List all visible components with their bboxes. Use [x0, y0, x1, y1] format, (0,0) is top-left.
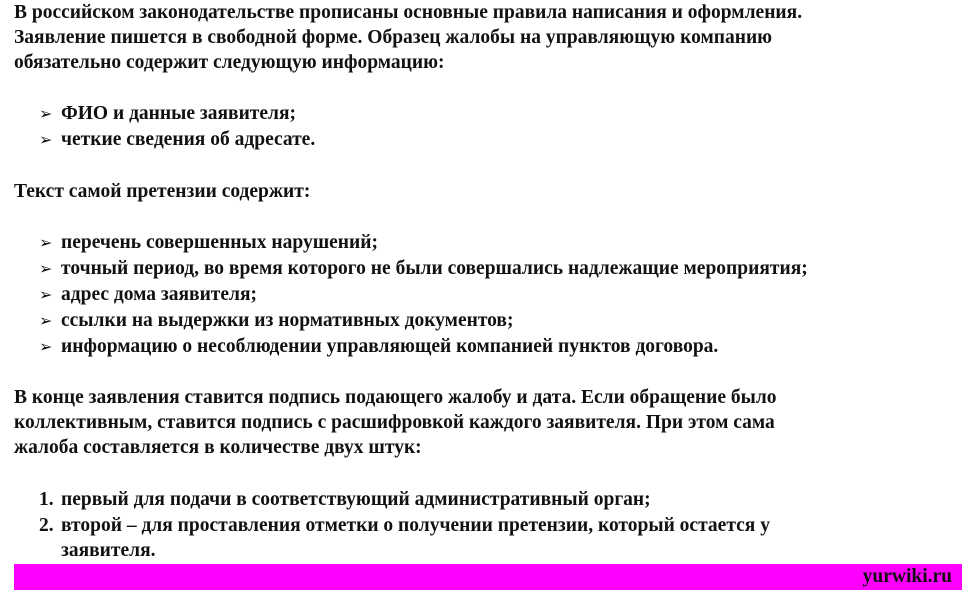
- arrowhead-bullet-icon: ➢: [39, 233, 53, 252]
- arrowhead-bullet-icon: ➢: [39, 311, 53, 330]
- closing-line-2: коллективным, ставится подпись с расшифровкой каждого заявителя. При этом сама: [14, 412, 775, 433]
- arrowhead-bullet-icon: ➢: [39, 104, 53, 123]
- list-item-text: четкие сведения об адресате.: [61, 129, 316, 150]
- list-item-text: точный период, во время которого не были совершались надлежащие мероприятия;: [61, 258, 808, 279]
- list-item: [39, 334, 718, 360]
- list-item-text: ФИО и данные заявителя;: [61, 103, 297, 124]
- list-number: 2.: [39, 515, 54, 536]
- numbered-list-item: [39, 513, 770, 539]
- list-item-text: второй – для проставления отметки о получении претензии, который остается у: [61, 515, 770, 536]
- list-item-continuation: заявителя.: [61, 540, 156, 561]
- arrowhead-bullet-icon: ➢: [39, 285, 53, 304]
- list-item: [39, 256, 808, 282]
- arrowhead-bullet-icon: ➢: [39, 259, 53, 278]
- list-item: [39, 308, 513, 334]
- list-item-text: информацию о несоблюдении управляющей компанией пунктов договора.: [61, 336, 719, 357]
- claim-heading: Текст самой претензии содержит:: [14, 181, 311, 202]
- list-item-text: адрес дома заявителя;: [61, 284, 258, 305]
- list-number: 1.: [39, 489, 54, 510]
- list-item: [39, 101, 296, 127]
- list-item: [39, 127, 315, 153]
- list-item-text: ссылки на выдержки из нормативных документов;: [61, 310, 514, 331]
- closing-line-3: жалоба составляется в количестве двух штук:: [14, 437, 422, 458]
- arrowhead-bullet-icon: ➢: [39, 130, 53, 149]
- list-item: [39, 282, 257, 308]
- list-item: [39, 230, 378, 256]
- list-item-text: перечень совершенных нарушений;: [61, 232, 379, 253]
- footer-bar: [14, 564, 962, 590]
- numbered-list-item: [39, 487, 651, 513]
- arrowhead-bullet-icon: ➢: [39, 337, 53, 356]
- site-watermark: yurwiki.ru: [862, 566, 952, 587]
- intro-line-2: Заявление пишется в свободной форме. Образец жалобы на управляющую компанию: [14, 27, 773, 48]
- list-item-text: первый для подачи в соответствующий административный орган;: [61, 489, 651, 510]
- closing-line-1: В конце заявления ставится подпись подающего жалобу и дата. Если обращение было: [14, 387, 777, 408]
- intro-line-3: обязательно содержит следующую информацию:: [14, 52, 445, 73]
- intro-line-1: В российском законодательстве прописаны основные правила написания и оформления.: [14, 2, 803, 23]
